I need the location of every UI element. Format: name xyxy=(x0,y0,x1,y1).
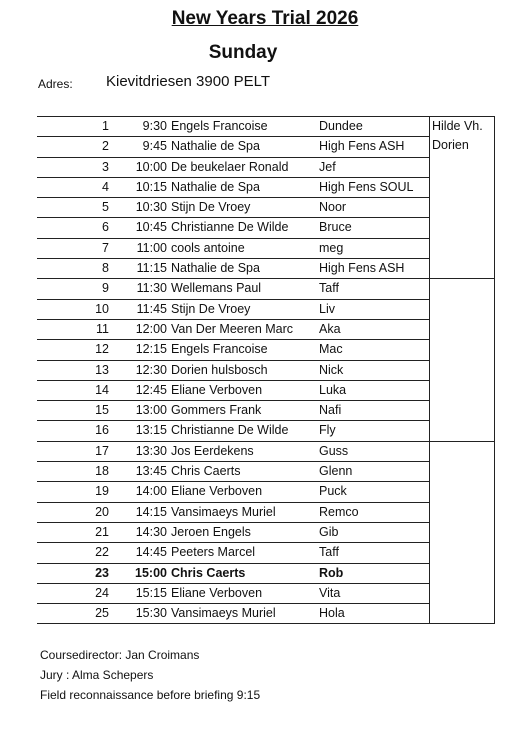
start-time: 10:45 xyxy=(109,218,167,238)
rider-name: Jeroen Engels xyxy=(167,522,317,542)
table-row xyxy=(37,462,495,482)
horse-name: Bruce xyxy=(317,218,430,238)
start-number: 9 xyxy=(37,279,109,299)
start-number: 17 xyxy=(37,441,109,461)
start-time: 15:30 xyxy=(109,604,167,624)
horse-name: Rob xyxy=(317,563,430,583)
address-value: Kievitdriesen 3900 PELT xyxy=(106,73,270,90)
rider-name: Chris Caerts xyxy=(167,563,317,583)
start-number: 1 xyxy=(37,117,109,137)
horse-name: Dundee xyxy=(317,117,430,137)
start-time: 14:45 xyxy=(109,543,167,563)
rider-name: Stijn De Vroey xyxy=(167,299,317,319)
start-number: 21 xyxy=(37,522,109,542)
table-row xyxy=(37,198,495,218)
horse-name: Liv xyxy=(317,299,430,319)
start-number: 6 xyxy=(37,218,109,238)
judge-name: Hilde Vh. xyxy=(432,119,483,133)
table-row xyxy=(37,117,495,137)
start-number: 11 xyxy=(37,319,109,339)
start-time: 10:00 xyxy=(109,157,167,177)
start-time: 13:00 xyxy=(109,401,167,421)
start-number: 13 xyxy=(37,360,109,380)
rider-name: Christianne De Wilde xyxy=(167,218,317,238)
horse-name: Aka xyxy=(317,319,430,339)
rider-name: Peeters Marcel xyxy=(167,543,317,563)
start-time: 9:45 xyxy=(109,137,167,157)
horse-name: Nick xyxy=(317,360,430,380)
table-row xyxy=(37,238,495,258)
start-time: 13:15 xyxy=(109,421,167,441)
table-row xyxy=(37,299,495,319)
judge-cell xyxy=(430,279,495,441)
table-row xyxy=(37,157,495,177)
start-time: 10:30 xyxy=(109,198,167,218)
start-time: 12:45 xyxy=(109,380,167,400)
rider-name: Eliane Verboven xyxy=(167,482,317,502)
table-row xyxy=(37,380,495,400)
start-time: 15:15 xyxy=(109,583,167,603)
table-row xyxy=(37,401,495,421)
course-director: Coursedirector: Jan Croimans xyxy=(40,648,200,662)
start-number: 20 xyxy=(37,502,109,522)
start-time: 13:45 xyxy=(109,462,167,482)
table-row xyxy=(37,543,495,563)
horse-name: Jef xyxy=(317,157,430,177)
horse-name: Guss xyxy=(317,441,430,461)
horse-name: Puck xyxy=(317,482,430,502)
horse-name: Gib xyxy=(317,522,430,542)
horse-name: Noor xyxy=(317,198,430,218)
start-number: 18 xyxy=(37,462,109,482)
horse-name: High Fens SOUL xyxy=(317,177,430,197)
horse-name: meg xyxy=(317,238,430,258)
horse-name: Nafi xyxy=(317,401,430,421)
address-label: Adres: xyxy=(38,77,73,91)
table-row xyxy=(37,259,495,279)
judge-name: Dorien xyxy=(432,138,469,153)
rider-name: Vansimaeys Muriel xyxy=(167,604,317,624)
start-number: 23 xyxy=(37,563,109,583)
start-number: 5 xyxy=(37,198,109,218)
start-number: 24 xyxy=(37,583,109,603)
table-row xyxy=(37,482,495,502)
start-time: 12:15 xyxy=(109,340,167,360)
rider-name: Jos Eerdekens xyxy=(167,441,317,461)
start-time: 9:30 xyxy=(109,117,167,137)
start-time: 10:15 xyxy=(109,177,167,197)
horse-name: Taff xyxy=(317,279,430,299)
start-time: 14:00 xyxy=(109,482,167,502)
table-row xyxy=(37,279,495,299)
judge-cell xyxy=(430,441,495,624)
start-number: 19 xyxy=(37,482,109,502)
rider-name: Wellemans Paul xyxy=(167,279,317,299)
reconnaissance-note: Field reconnaissance before briefing 9:15 xyxy=(40,688,261,702)
rider-name: De beukelaer Ronald xyxy=(167,157,317,177)
rider-name: Engels Francoise xyxy=(167,340,317,360)
table-row xyxy=(37,218,495,238)
table-row xyxy=(37,421,495,441)
start-number: 12 xyxy=(37,340,109,360)
start-number: 7 xyxy=(37,238,109,258)
start-time: 14:30 xyxy=(109,522,167,542)
table-row xyxy=(37,441,495,461)
start-number: 14 xyxy=(37,380,109,400)
table-row xyxy=(37,604,495,624)
rider-name: Nathalie de Spa xyxy=(167,137,317,157)
rider-name: Engels Francoise xyxy=(167,117,317,137)
rider-name: Dorien hulsbosch xyxy=(167,360,317,380)
table-row xyxy=(37,583,495,603)
start-number: 3 xyxy=(37,157,109,177)
start-number: 15 xyxy=(37,401,109,421)
jury: Jury : Alma Schepers xyxy=(40,668,154,682)
horse-name: Luka xyxy=(317,380,430,400)
table-row xyxy=(37,177,495,197)
start-number: 16 xyxy=(37,421,109,441)
start-number: 10 xyxy=(37,299,109,319)
rider-name: Vansimaeys Muriel xyxy=(167,502,317,522)
judge-cell xyxy=(430,117,495,279)
rider-name: Eliane Verboven xyxy=(167,583,317,603)
start-number: 4 xyxy=(37,177,109,197)
start-time: 11:45 xyxy=(109,299,167,319)
start-number: 2 xyxy=(37,137,109,157)
start-time: 12:00 xyxy=(109,319,167,339)
horse-name: Glenn xyxy=(317,462,430,482)
rider-name: Chris Caerts xyxy=(167,462,317,482)
horse-name: Taff xyxy=(317,543,430,563)
page-title: New Years Trial 2026 xyxy=(171,8,359,29)
horse-name: High Fens ASH xyxy=(317,137,430,157)
rider-name: Nathalie de Spa xyxy=(167,259,317,279)
horse-name: Hola xyxy=(317,604,430,624)
horse-name: Fly xyxy=(317,421,430,441)
table-row xyxy=(37,137,495,157)
start-number: 8 xyxy=(37,259,109,279)
rider-name: Eliane Verboven xyxy=(167,380,317,400)
table-row xyxy=(37,319,495,339)
rider-name: Stijn De Vroey xyxy=(167,198,317,218)
start-time: 13:30 xyxy=(109,441,167,461)
start-time: 11:30 xyxy=(109,279,167,299)
start-time: 11:15 xyxy=(109,259,167,279)
rider-name: Christianne De Wilde xyxy=(167,421,317,441)
rider-name: Gommers Frank xyxy=(167,401,317,421)
start-number: 25 xyxy=(37,604,109,624)
start-time: 11:00 xyxy=(109,238,167,258)
rider-name: Nathalie de Spa xyxy=(167,177,317,197)
horse-name: Vita xyxy=(317,583,430,603)
table-row xyxy=(37,563,495,583)
table-row xyxy=(37,360,495,380)
start-time: 12:30 xyxy=(109,360,167,380)
horse-name: Mac xyxy=(317,340,430,360)
rider-name: Van Der Meeren Marc xyxy=(167,319,317,339)
day-heading: Sunday xyxy=(208,42,278,63)
start-time: 14:15 xyxy=(109,502,167,522)
horse-name: Remco xyxy=(317,502,430,522)
horse-name: High Fens ASH xyxy=(317,259,430,279)
schedule-table xyxy=(37,116,495,624)
start-time: 15:00 xyxy=(109,563,167,583)
table-row xyxy=(37,502,495,522)
table-row xyxy=(37,522,495,542)
table-row xyxy=(37,340,495,360)
rider-name: cools antoine xyxy=(167,238,317,258)
start-number: 22 xyxy=(37,543,109,563)
